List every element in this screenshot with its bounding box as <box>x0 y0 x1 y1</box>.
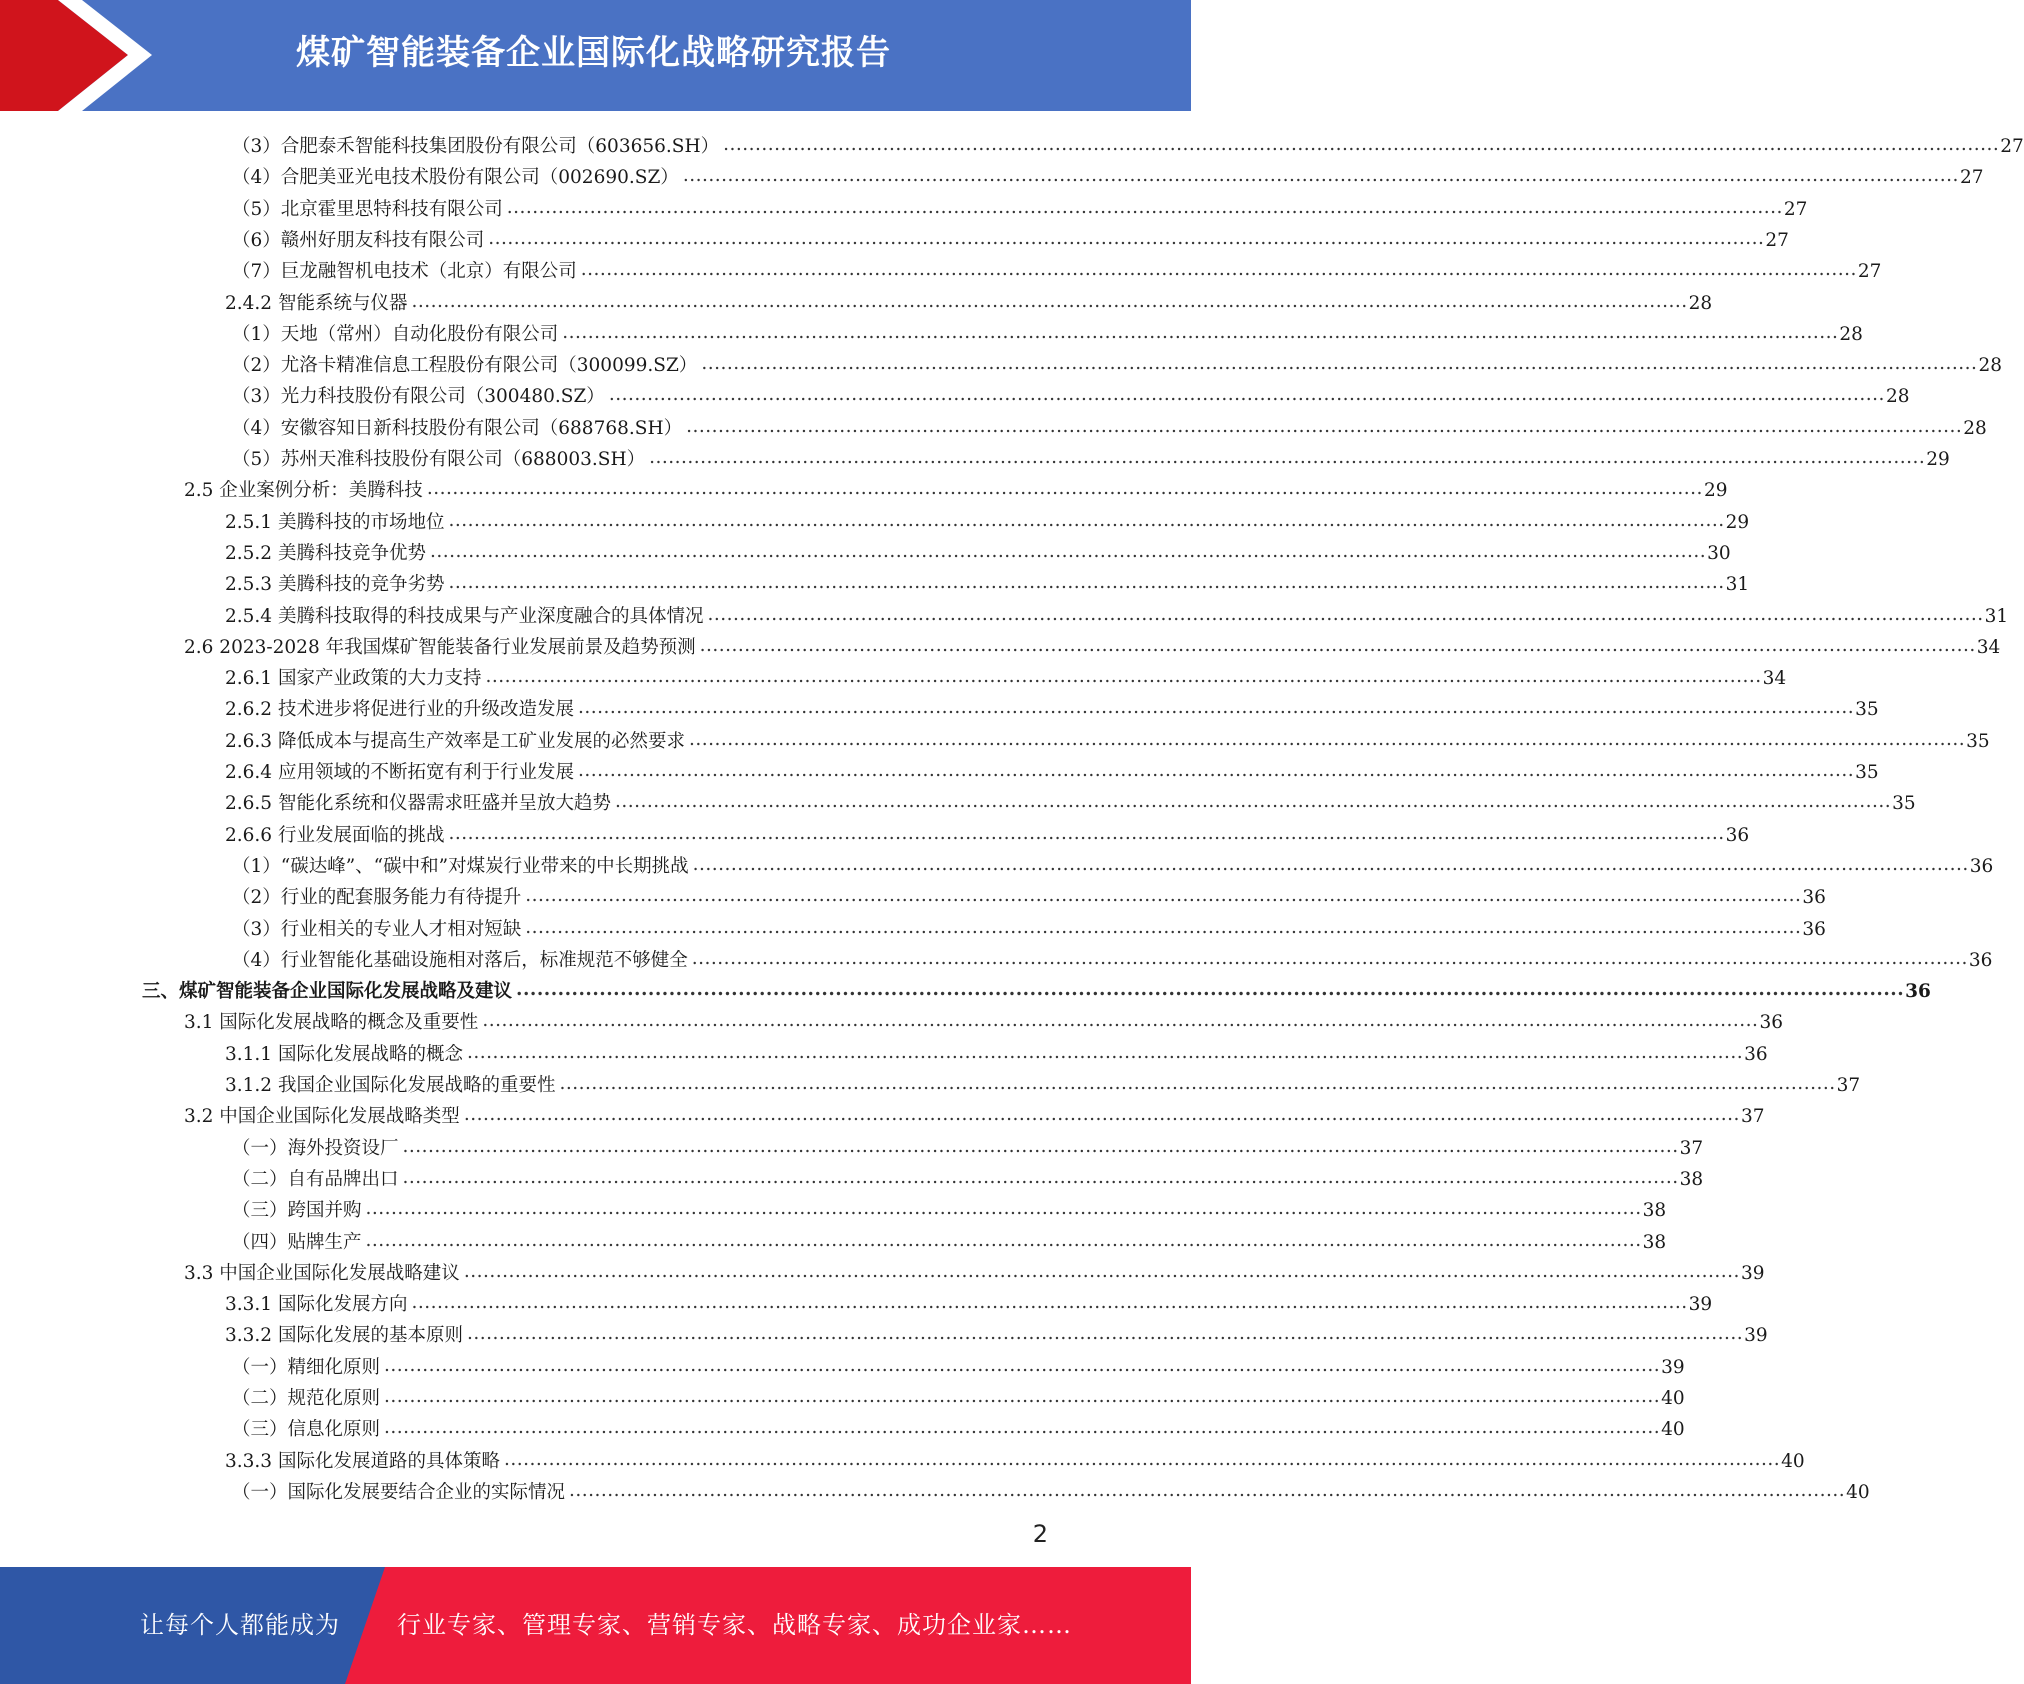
toc-entry[interactable] <box>225 285 1713 316</box>
toc-entry[interactable] <box>232 1192 1667 1223</box>
toc-entry[interactable] <box>232 128 2024 159</box>
toc-entry[interactable] <box>232 378 1910 409</box>
toc-entry-page: 27 <box>1783 198 1808 220</box>
toc-entry-label: 2.5.4 美腾科技取得的科技成果与产业深度融合的具体情况 <box>225 605 704 627</box>
toc-entry-label: （4）合肥美亚光电技术股份有限公司（002690.SZ） <box>232 167 679 189</box>
toc-entry-page: 38 <box>1642 1231 1667 1253</box>
toc-leader-dots: ........................................................................................................................................................................................................ <box>559 1073 1836 1094</box>
toc-leader-dots: ........................................................................................................................................................................................................ <box>411 1292 1688 1314</box>
toc-entry-page: 39 <box>1661 1356 1685 1378</box>
toc-entry[interactable] <box>232 879 1826 910</box>
toc-entry-label: （6）赣州好朋友科技有限公司 <box>232 229 485 251</box>
page-number: 2 <box>1032 1520 1048 1548</box>
toc-entry-label: （三）信息化原则 <box>232 1419 381 1441</box>
toc-leader-dots: ........................................................................................................................................................................................................ <box>384 1386 1661 1407</box>
toc-entry-page: 36 <box>1759 1012 1783 1034</box>
toc-leader-dots: ........................................................................................................................................................................................................ <box>365 1229 1642 1251</box>
toc-leader-dots: ........................................................................................................................................................................................................ <box>482 1010 1759 1032</box>
toc-entry[interactable] <box>232 942 1993 973</box>
toc-entry[interactable] <box>225 1286 1713 1317</box>
toc-entry[interactable] <box>232 911 1826 942</box>
toc-entry-label: （1）“碳达峰”、“碳中和”对煤炭行业带来的中长期挑战 <box>232 855 689 877</box>
toc-entry-label: （4）行业智能化基础设施相对落后，标准规范不够健全 <box>232 949 688 971</box>
toc-entry-page: 40 <box>1846 1481 1870 1503</box>
toc-leader-dots: ........................................................................................................................................................................................................ <box>448 822 1725 844</box>
toc-entry-label: （2）尤洛卡精准信息工程股份有限公司（300099.SZ） <box>232 355 698 377</box>
toc-entry-label: 3.3.3 国际化发展道路的具体策略 <box>225 1450 500 1472</box>
toc-entry-page: 39 <box>1688 1294 1713 1316</box>
toc-entry-page: 29 <box>1725 511 1750 533</box>
toc-entry-page: 35 <box>1892 793 1916 815</box>
toc-entry-label: 2.6.5 智能化系统和仪器需求旺盛并呈放大趋势 <box>225 793 611 815</box>
toc-entry-page: 35 <box>1855 699 1879 721</box>
toc-entry-page: 39 <box>1744 1325 1768 1347</box>
toc-entry-label: 3.3.1 国际化发展方向 <box>225 1294 408 1316</box>
toc-leader-dots: ........................................................................................................................................................................................................ <box>525 916 1802 938</box>
toc-leader-dots: ........................................................................................................................................................................................................ <box>506 196 1783 218</box>
toc-entry[interactable] <box>232 1349 1685 1380</box>
toc-leader-dots: ........................................................................................................................................................................................................ <box>692 853 1969 875</box>
toc-entry[interactable] <box>184 1004 1783 1035</box>
page-footer <box>0 1567 1191 1684</box>
toc-leader-dots: ........................................................................................................................................................................................................ <box>411 290 1688 312</box>
toc-leader-dots: ........................................................................................................................................................................................................ <box>699 634 1976 656</box>
toc-entry[interactable] <box>232 1380 1685 1411</box>
toc-entry-page: 37 <box>1836 1075 1861 1096</box>
toc-entry[interactable] <box>225 1067 1861 1098</box>
toc-entry[interactable] <box>225 754 1879 785</box>
toc-entry[interactable] <box>232 347 2002 378</box>
toc-entry-label: 3.3.2 国际化发展的基本原则 <box>225 1325 463 1347</box>
toc-entry[interactable] <box>225 598 2009 629</box>
toc-entry-label: 2.4.2 智能系统与仪器 <box>225 292 408 314</box>
toc-leader-dots: ........................................................................................................................................................................................................ <box>614 791 1892 813</box>
toc-entry-page: 36 <box>1725 824 1750 846</box>
toc-entry-page: 28 <box>1963 417 1987 439</box>
toc-entry[interactable] <box>232 159 1984 190</box>
toc-leader-dots: ........................................................................................................................................................................................................ <box>701 353 1978 375</box>
toc-entry-page: 36 <box>1968 949 1993 971</box>
toc-leader-dots: ........................................................................................................................................................................................................ <box>707 603 1984 625</box>
toc-entry[interactable] <box>232 316 1863 347</box>
toc-entry-page: 38 <box>1642 1200 1667 1222</box>
toc-entry[interactable] <box>225 660 1787 691</box>
toc-entry-page: 31 <box>1725 574 1750 596</box>
toc-entry-page: 29 <box>1703 480 1728 502</box>
toc-entry[interactable] <box>232 848 1994 879</box>
toc-entry-page: 27 <box>2000 136 2024 157</box>
report-title: 煤矿智能装备企业国际化战略研究报告 <box>296 33 891 73</box>
toc-entry-label: （3）行业相关的专业人才相对短缺 <box>232 918 522 940</box>
toc-entry[interactable] <box>225 1317 1768 1348</box>
toc-entry-page: 31 <box>1984 605 2009 627</box>
toc-entry-label: 2.6.6 行业发展面临的挑战 <box>225 824 445 846</box>
toc-entry-label: 3.1 国际化发展战略的概念及重要性 <box>184 1012 479 1034</box>
toc-entry-label: 三、煤矿智能装备企业国际化发展战略及建议 <box>142 981 513 1003</box>
toc-leader-dots: ........................................................................................................................................................................................................ <box>608 384 1885 406</box>
footer-slogan-left: 让每个人都能成为 <box>140 1611 340 1639</box>
toc-entry-label: 2.6.1 国家产业政策的大力支持 <box>225 668 482 690</box>
toc-entry-label: （一）海外投资设厂 <box>232 1137 399 1159</box>
toc-entry-page: 36 <box>1802 918 1826 940</box>
toc-entry[interactable] <box>225 1443 1805 1474</box>
toc-leader-dots: ........................................................................................................................................................................................................ <box>488 227 1765 249</box>
toc-leader-dots: ........................................................................................................................................................................................................ <box>691 947 1968 969</box>
toc-entry-label: （7）巨龙融智机电技术（北京）有限公司 <box>232 261 577 283</box>
toc-leader-dots: ........................................................................................................................................................................................................ <box>448 572 1725 594</box>
toc-entry-label: （三）跨国并购 <box>232 1200 362 1222</box>
toc-entry-page: 40 <box>1781 1450 1805 1472</box>
toc-entry-page: 38 <box>1679 1168 1704 1190</box>
toc-entry-page: 28 <box>1978 355 2002 377</box>
toc-entry-page: 27 <box>1857 261 1882 283</box>
toc-entry-label: （一）国际化发展要结合企业的实际情况 <box>232 1481 566 1503</box>
toc-entry[interactable] <box>232 222 1789 253</box>
toc-entry-label: （5）苏州天准科技股份有限公司（688003.SH） <box>232 449 646 470</box>
toc-entry[interactable] <box>232 253 1882 284</box>
toc-leader-dots: ........................................................................................................................................................................................................ <box>577 760 1855 781</box>
toc-entry-page: 27 <box>1765 229 1789 251</box>
toc-entry[interactable] <box>225 723 1990 754</box>
toc-entry-label: 2.5.1 美腾科技的市场地位 <box>225 511 445 533</box>
toc-entry-label: （一）精细化原则 <box>232 1356 381 1378</box>
toc-leader-dots: ........................................................................................................................................................................................................ <box>682 165 1959 187</box>
toc-entry-page: 36 <box>1969 855 1994 877</box>
toc-leader-dots: ........................................................................................................................................................................................................ <box>688 728 1966 750</box>
toc-entry[interactable] <box>184 629 2001 660</box>
toc-entry-label: （5）北京霍里思特科技有限公司 <box>232 198 503 220</box>
toc-entry[interactable] <box>232 1161 1704 1192</box>
toc-leader-dots: ........................................................................................................................................................................................................ <box>429 540 1707 562</box>
toc-entry[interactable] <box>232 1474 1870 1505</box>
toc-entry-label: 2.5 企业案例分析：美腾科技 <box>184 480 423 502</box>
toc-entry[interactable] <box>142 973 1931 1004</box>
toc-entry-label: 2.5.3 美腾科技的竞争劣势 <box>225 574 445 596</box>
toc-entry[interactable] <box>225 1036 1768 1067</box>
page-header <box>0 0 1191 111</box>
toc-entry-label: 3.3 中国企业国际化发展战略建议 <box>184 1262 460 1284</box>
toc-entry-label: 3.1.1 国际化发展战略的概念 <box>225 1043 463 1065</box>
toc-entry[interactable] <box>184 1255 1765 1286</box>
footer-slogan-right: 行业专家、管理专家、营销专家、战略专家、成功企业家…… <box>397 1611 1072 1639</box>
toc-entry-label: 2.5.2 美腾科技竞争优势 <box>225 542 426 564</box>
toc-entry[interactable] <box>232 410 1987 441</box>
toc-entry-label: 2.6.2 技术进步将促进行业的升级改造发展 <box>225 699 574 721</box>
toc-entry-page: 30 <box>1707 542 1731 564</box>
toc-leader-dots: ........................................................................................................................................................................................................ <box>466 1041 1744 1063</box>
toc-entry-label: （四）贴牌生产 <box>232 1231 362 1253</box>
toc-entry-page: 36 <box>1802 887 1826 909</box>
toc-leader-dots: ........................................................................................................................................................................................................ <box>580 259 1857 281</box>
toc-entry-label: （4）安徽容知日新科技股份有限公司（688768.SH） <box>232 417 683 439</box>
toc-entry-page: 34 <box>1762 668 1787 690</box>
toc-entry-label: 3.1.2 我国企业国际化发展战略的重要性 <box>225 1075 556 1096</box>
toc-entry-page: 37 <box>1740 1106 1765 1128</box>
toc-entry-label: 2.6 2023-2028 年我国煤矿智能装备行业发展前景及趋势预测 <box>184 636 696 658</box>
toc-entry[interactable] <box>225 566 1750 597</box>
toc-leader-dots: ........................................................................................................................................................................................................ <box>485 666 1762 688</box>
toc-entry-label: 3.2 中国企业国际化发展战略类型 <box>184 1106 460 1128</box>
toc-entry[interactable] <box>232 1411 1685 1442</box>
toc-leader-dots: ........................................................................................................................................................................................................ <box>384 1354 1661 1376</box>
toc-entry-label: （1）天地（常州）自动化股份有限公司 <box>232 323 559 345</box>
toc-entry-page: 35 <box>1966 730 1990 752</box>
toc-leader-dots: ........................................................................................................................................................................................................ <box>466 1323 1744 1345</box>
toc-entry-page: 36 <box>1744 1043 1768 1065</box>
toc-entry[interactable] <box>232 191 1808 222</box>
toc-leader-dots: ........................................................................................................................................................................................................ <box>448 509 1725 531</box>
toc-entry[interactable] <box>225 691 1879 722</box>
toc-entry[interactable] <box>225 817 1750 848</box>
toc-leader-dots: ........................................................................................................................................................................................................ <box>384 1417 1661 1439</box>
toc-entry-page: 39 <box>1740 1262 1765 1284</box>
toc-entry-label: （二）自有品牌出口 <box>232 1168 399 1190</box>
toc-entry-label: 2.6.4 应用领域的不断拓宽有利于行业发展 <box>225 762 574 783</box>
toc-entry[interactable] <box>225 785 1916 816</box>
toc-leader-dots: ........................................................................................................................................................................................................ <box>426 478 1703 500</box>
toc-entry-page: 29 <box>1926 449 1950 470</box>
toc-entry[interactable] <box>184 472 1728 503</box>
toc-entry-page: 35 <box>1855 762 1879 783</box>
toc-entry-label: 2.6.3 降低成本与提高生产效率是工矿业发展的必然要求 <box>225 730 685 752</box>
toc-entry[interactable] <box>232 441 1950 472</box>
toc-leader-dots: ........................................................................................................................................................................................................ <box>463 1104 1740 1126</box>
toc-entry[interactable] <box>184 1098 1765 1129</box>
toc-entry-page: 40 <box>1661 1388 1685 1409</box>
header-arrow-decoration <box>0 0 160 111</box>
toc-leader-dots: ........................................................................................................................................................................................................ <box>525 885 1802 907</box>
toc-entry-label: （3）光力科技股份有限公司（300480.SZ） <box>232 386 605 408</box>
toc-entry-page: 28 <box>1688 292 1713 314</box>
toc-entry-page: 28 <box>1885 386 1910 408</box>
toc-entry[interactable] <box>225 504 1750 535</box>
toc-entry-label: （2）行业的配套服务能力有待提升 <box>232 887 522 909</box>
toc-leader-dots: ........................................................................................................................................................................................................ <box>686 415 1963 437</box>
toc-entry-page: 37 <box>1679 1137 1704 1159</box>
toc-entry-page: 36 <box>1905 981 1931 1003</box>
toc-entry[interactable] <box>232 1224 1667 1255</box>
toc-entry[interactable] <box>225 535 1731 566</box>
toc-leader-dots: ........................................................................................................................................................................................................ <box>402 1166 1679 1188</box>
toc-leader-dots: ........................................................................................................................................................................................................ <box>577 697 1855 719</box>
toc-leader-dots: ........................................................................................................................................................................................................ <box>516 979 1905 1001</box>
toc-entry[interactable] <box>232 1130 1704 1161</box>
toc-leader-dots: ........................................................................................................................................................................................................ <box>463 1260 1740 1282</box>
toc-leader-dots: ........................................................................................................................................................................................................ <box>569 1479 1846 1501</box>
toc-leader-dots: ........................................................................................................................................................................................................ <box>402 1135 1679 1157</box>
toc-leader-dots: ........................................................................................................................................................................................................ <box>562 321 1839 343</box>
toc-entry-page: 34 <box>1976 636 2001 658</box>
toc-leader-dots: ........................................................................................................................................................................................................ <box>649 447 1926 468</box>
toc-entry-page: 28 <box>1839 323 1863 345</box>
toc-entry-page: 40 <box>1661 1419 1685 1441</box>
toc-entry-page: 27 <box>1959 167 1984 189</box>
toc-leader-dots: ........................................................................................................................................................................................................ <box>503 1448 1781 1470</box>
toc-leader-dots: ........................................................................................................................................................................................................ <box>723 134 2000 155</box>
toc-entry-label: （3）合肥泰禾智能科技集团股份有限公司（603656.SH） <box>232 136 720 157</box>
toc-leader-dots: ........................................................................................................................................................................................................ <box>365 1198 1642 1220</box>
toc-entry-label: （二）规范化原则 <box>232 1388 381 1409</box>
